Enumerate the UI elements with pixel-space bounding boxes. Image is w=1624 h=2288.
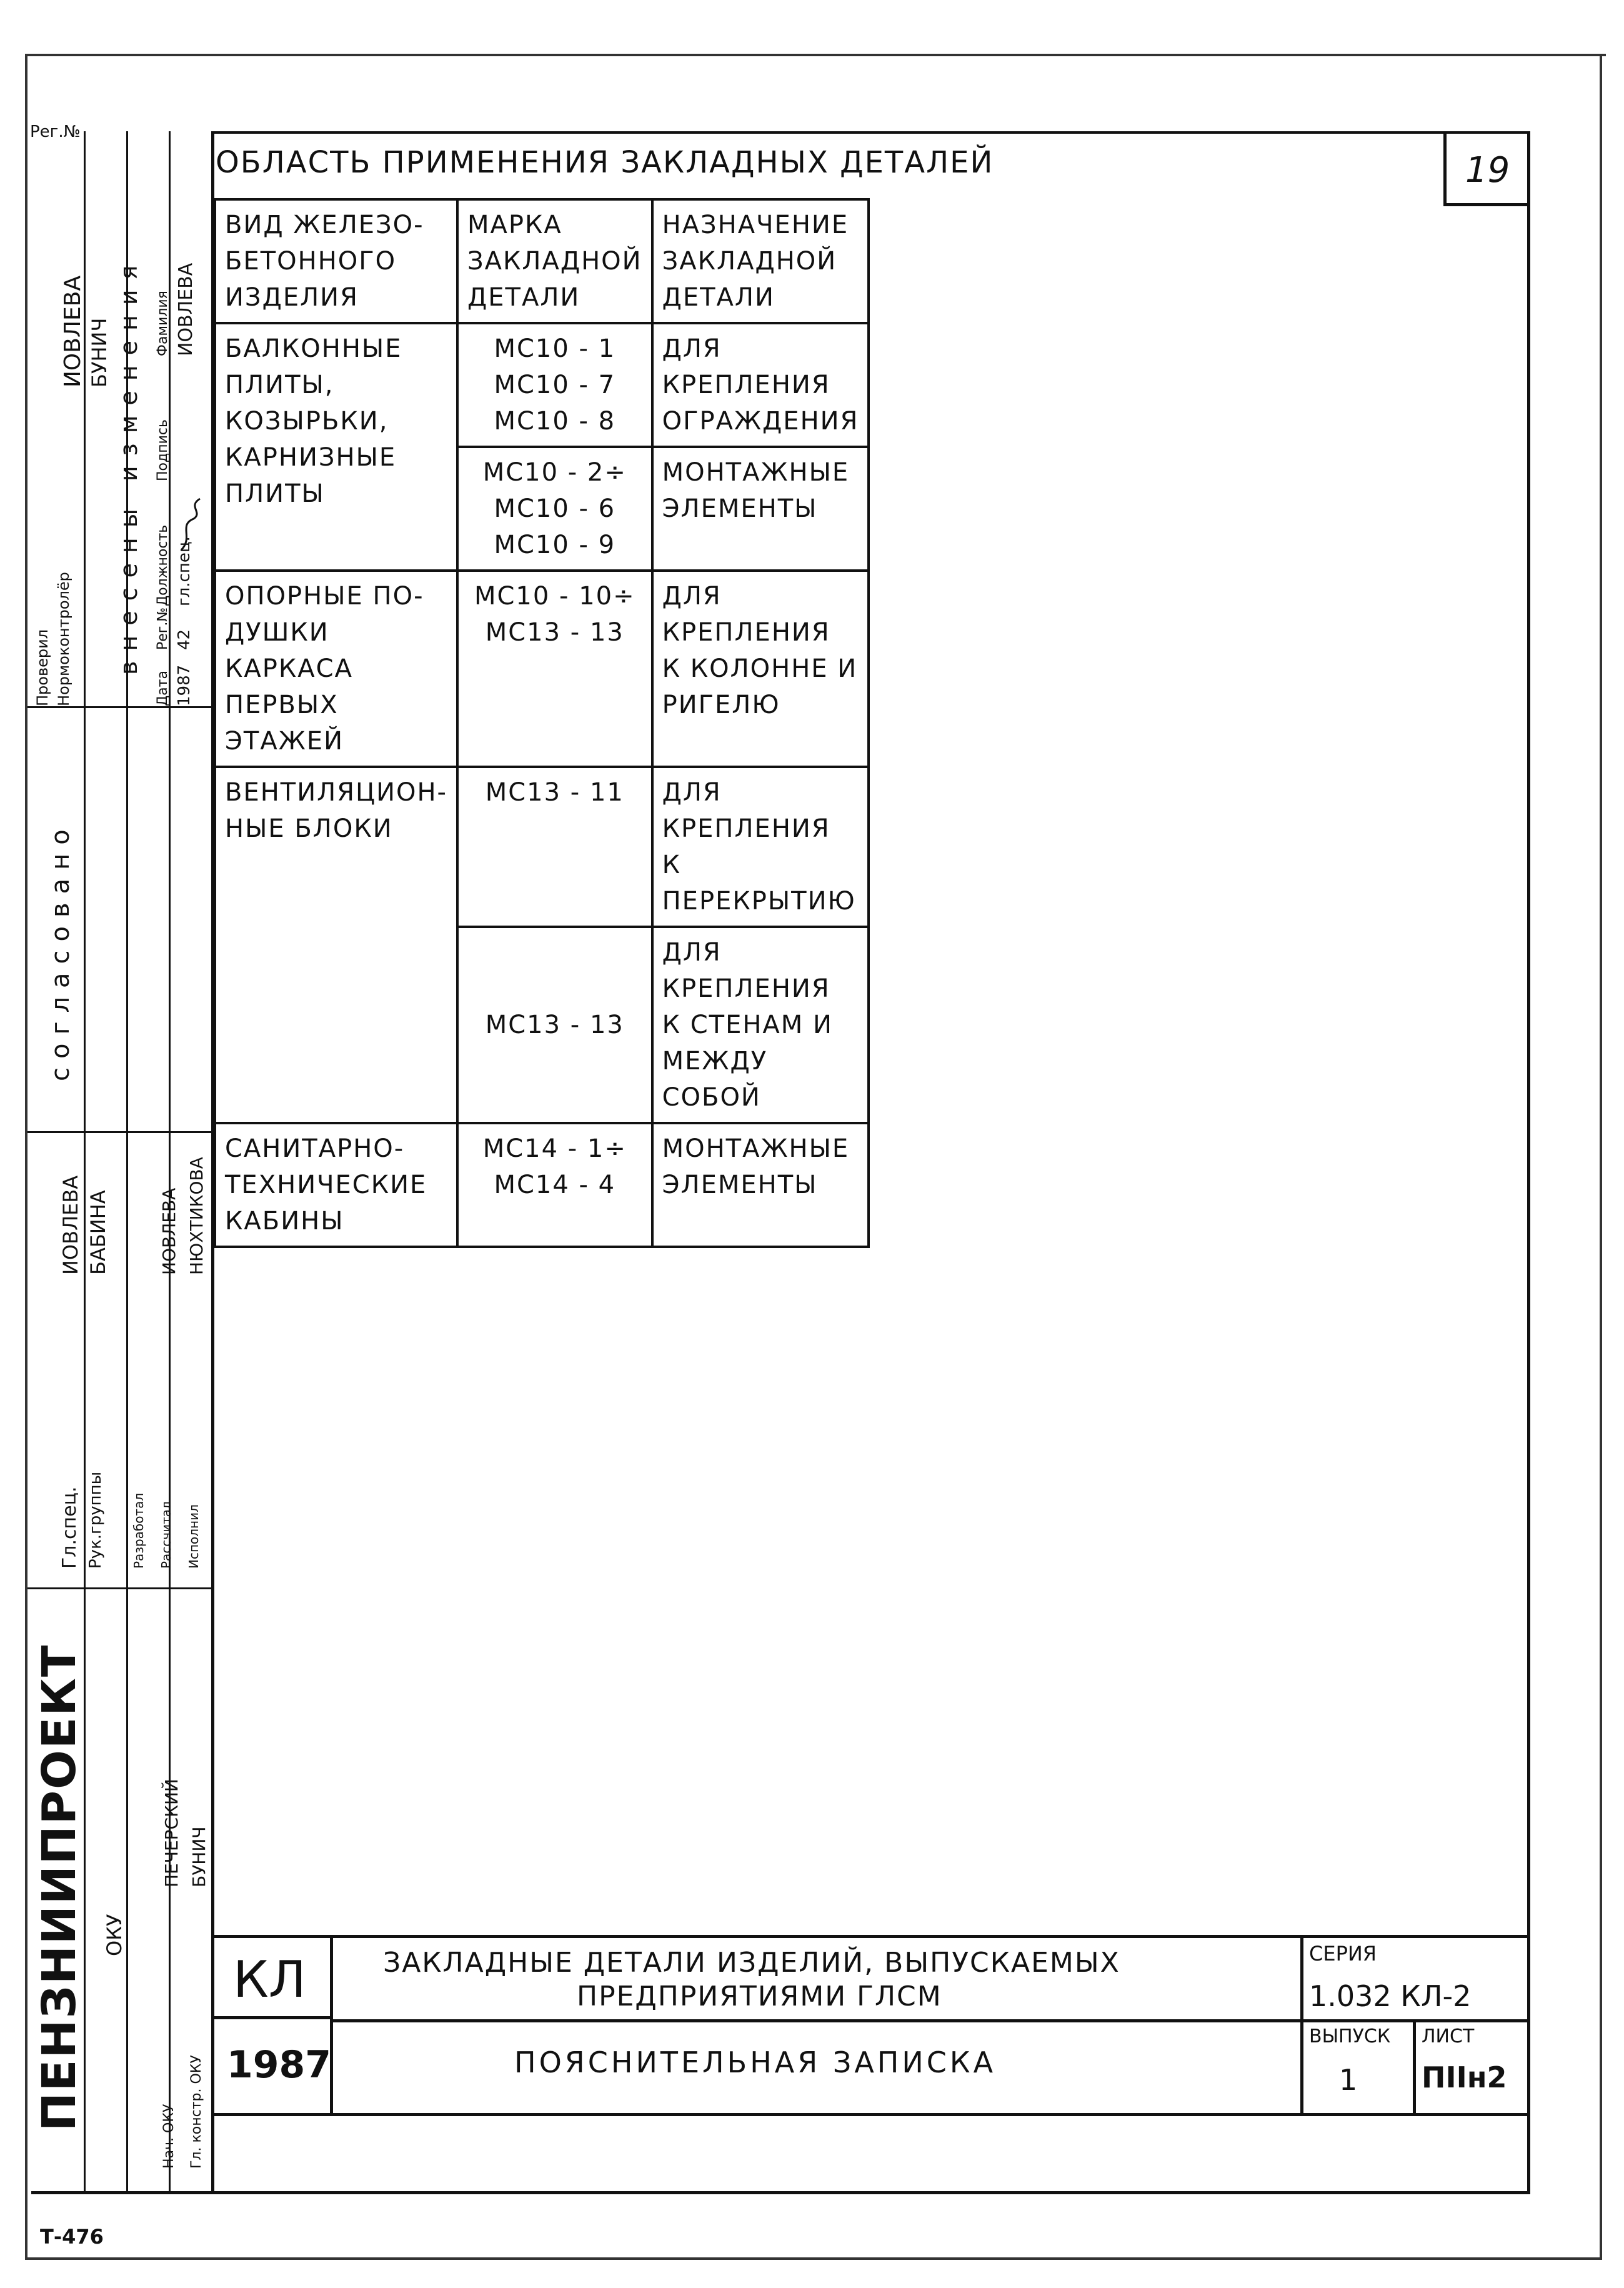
form-code: Т-476 bbox=[40, 2225, 104, 2249]
product-cell: ВЕНТИЛЯЦИОН- НЫЕ БЛОКИ bbox=[215, 767, 457, 1123]
drawing-frame-top bbox=[211, 131, 1530, 134]
agreed-label: согласовано bbox=[46, 821, 75, 1081]
table-header-row bbox=[215, 199, 869, 323]
sheet-border-bottom bbox=[25, 2257, 1602, 2260]
stamp-series-label: СЕРИЯ bbox=[1309, 1942, 1377, 1966]
sheet-border-top bbox=[25, 54, 1606, 56]
title-block bbox=[214, 1935, 1527, 2191]
mark-cell: МС13 - 13 bbox=[457, 927, 652, 1123]
purpose-cell: ДЛЯ КРЕПЛЕНИЯ ОГРАЖДЕНИЯ bbox=[652, 323, 869, 447]
org-name: ПЕНЗНИИПРОЕКТ bbox=[32, 1644, 86, 2131]
embedded-parts-table bbox=[214, 198, 870, 1248]
role-3: Рассчитал bbox=[159, 1501, 174, 1569]
product-cell: ОПОРНЫЕ ПО- ДУШКИ КАРКАСА ПЕРВЫХ ЭТАЖЕЙ bbox=[215, 571, 457, 767]
stamp-sheet-divider bbox=[1413, 2019, 1416, 2113]
table-row bbox=[215, 767, 869, 927]
stamp-sheet-value: ПIIн2 bbox=[1422, 2061, 1507, 2094]
stamp-issue-value: 1 bbox=[1339, 2063, 1358, 2097]
mark-cell: МС10 - 1 МС10 - 7 МС10 - 8 bbox=[457, 323, 652, 447]
stamp-heading-line2: ПРЕДПРИЯТИЯМИ ГЛСМ bbox=[577, 1981, 942, 2012]
product-cell: САНИТАРНО- ТЕХНИЧЕСКИЕ КАБИНЫ bbox=[215, 1123, 457, 1247]
mark-cell: МС14 - 1÷ МС14 - 4 bbox=[457, 1123, 652, 1247]
mark-cell: МС10 - 10÷ МС13 - 13 bbox=[457, 571, 652, 767]
sheet-border-right bbox=[1600, 54, 1602, 2260]
sheet-number-box bbox=[1443, 131, 1530, 206]
side-strip-divider bbox=[27, 1587, 211, 1589]
name-a-0: ИОВЛЕВА bbox=[59, 1175, 82, 1275]
stamp-code: КЛ bbox=[233, 1951, 306, 2009]
side-strip-divider bbox=[27, 706, 211, 708]
name-a-1: БАБИНА bbox=[86, 1190, 110, 1275]
sheet-number: 19 bbox=[1465, 150, 1510, 191]
col-sign-label: Подпись bbox=[155, 419, 171, 481]
stamp-right-divider bbox=[1300, 1938, 1303, 2113]
page-title: ОБЛАСТЬ ПРИМЕНЕНИЯ ЗАКЛАДНЫХ ДЕТАЛЕЙ bbox=[216, 145, 994, 180]
purpose-cell: ДЛЯ КРЕПЛЕНИЯ К КОЛОННЕ И РИГЕЛЮ bbox=[652, 571, 869, 767]
role-4: Исполнил bbox=[186, 1504, 201, 1569]
mark-cell: МС10 - 2÷ МС10 - 6 МС10 - 9 bbox=[457, 447, 652, 571]
signature-mark bbox=[175, 494, 206, 556]
role-2: Разработал bbox=[131, 1492, 146, 1569]
drawing-frame-bottom bbox=[31, 2191, 1530, 2194]
col-date-label: Дата bbox=[155, 671, 171, 706]
name-b-0: ИОВЛЕВА bbox=[159, 1187, 179, 1275]
change-date: 1987 bbox=[175, 664, 194, 706]
purpose-cell: ДЛЯ КРЕПЛЕНИЯ К ПЕРЕКРЫТИЮ bbox=[652, 767, 869, 927]
purpose-cell: МОНТАЖНЫЕ ЭЛЕМЕНТЫ bbox=[652, 447, 869, 571]
stamp-code-cell bbox=[214, 1938, 333, 2019]
purpose-cell: МОНТАЖНЫЕ ЭЛЕМЕНТЫ bbox=[652, 1123, 869, 1247]
name-b-1: НЮХТИКОВА bbox=[186, 1157, 207, 1275]
role-1: Рук.группы bbox=[86, 1471, 105, 1569]
stamp-issue-label: ВЫПУСК bbox=[1309, 2026, 1391, 2047]
normcontrol-label: Нормоконтролёр bbox=[55, 572, 72, 706]
changes-header: внесены изменения bbox=[115, 255, 142, 675]
stamp-year-cell bbox=[214, 2019, 333, 2113]
table-row bbox=[215, 1123, 869, 1247]
oky-label: ОКУ bbox=[102, 1914, 126, 1956]
change-reg: 42 bbox=[175, 629, 194, 650]
drawing-frame-right bbox=[1527, 131, 1530, 2194]
table-row bbox=[215, 571, 869, 767]
purpose-cell: ДЛЯ КРЕПЛЕНИЯ К СТЕНАМ И МЕЖДУ СОБОЙ bbox=[652, 927, 869, 1123]
head-name-1: БУНИЧ bbox=[189, 1826, 209, 1887]
head-name-0: ПЕЧЕРСКИЙ bbox=[161, 1779, 182, 1887]
change-post: гл.спец. bbox=[175, 536, 194, 606]
mark-cell: МС13 - 11 bbox=[457, 767, 652, 927]
side-strip-divider bbox=[27, 1131, 211, 1133]
side-strip bbox=[27, 122, 211, 2191]
col-reg-label: Рег.№ bbox=[155, 607, 171, 650]
stamp-sheet-label: ЛИСТ bbox=[1422, 2026, 1475, 2047]
product-cell: БАЛКОННЫЕ ПЛИТЫ, КОЗЫРЬКИ, КАРНИЗНЫЕ ПЛИТЫ bbox=[215, 323, 457, 571]
checked-name: ИОВЛЕВА bbox=[60, 275, 86, 387]
stamp-heading-line1: ЗАКЛАДНЫЕ ДЕТАЛИ ИЗДЕЛИЙ, ВЫПУСКАЕМЫХ bbox=[383, 1947, 1120, 1979]
stamp-bottom-line bbox=[214, 2113, 1527, 2116]
table-row bbox=[215, 323, 869, 447]
table-header-cell: НАЗНАЧЕНИЕ ЗАКЛАДНОЙ ДЕТАЛИ bbox=[652, 199, 869, 323]
reg-label: Рег.№ bbox=[30, 122, 81, 141]
stamp-mid-divider bbox=[333, 2019, 1527, 2022]
normcontrol-name: БУНИЧ bbox=[87, 317, 111, 387]
table-header-cell: ВИД ЖЕЛЕЗО- БЕТОННОГО ИЗДЕЛИЯ bbox=[215, 199, 457, 323]
stamp-year: 1987 bbox=[227, 2043, 331, 2087]
head-role-0: Нач. ОКУ bbox=[161, 2104, 177, 2169]
checked-label: Проверил bbox=[34, 629, 51, 706]
col-post-label: Должность bbox=[155, 524, 171, 606]
table-header-cell: МАРКА ЗАКЛАДНОЙ ДЕТАЛИ bbox=[457, 199, 652, 323]
stamp-doc-title: ПОЯСНИТЕЛЬНАЯ ЗАПИСКА bbox=[514, 2046, 997, 2079]
role-0: Гл.спец. bbox=[59, 1486, 81, 1569]
stamp-series-value: 1.032 КЛ-2 bbox=[1309, 1979, 1472, 2013]
col-name-label: Фамилия bbox=[155, 291, 171, 356]
head-role-1: Гл. констр. ОКУ bbox=[189, 2055, 204, 2169]
change-name: ИОВЛЕВА bbox=[175, 262, 197, 356]
